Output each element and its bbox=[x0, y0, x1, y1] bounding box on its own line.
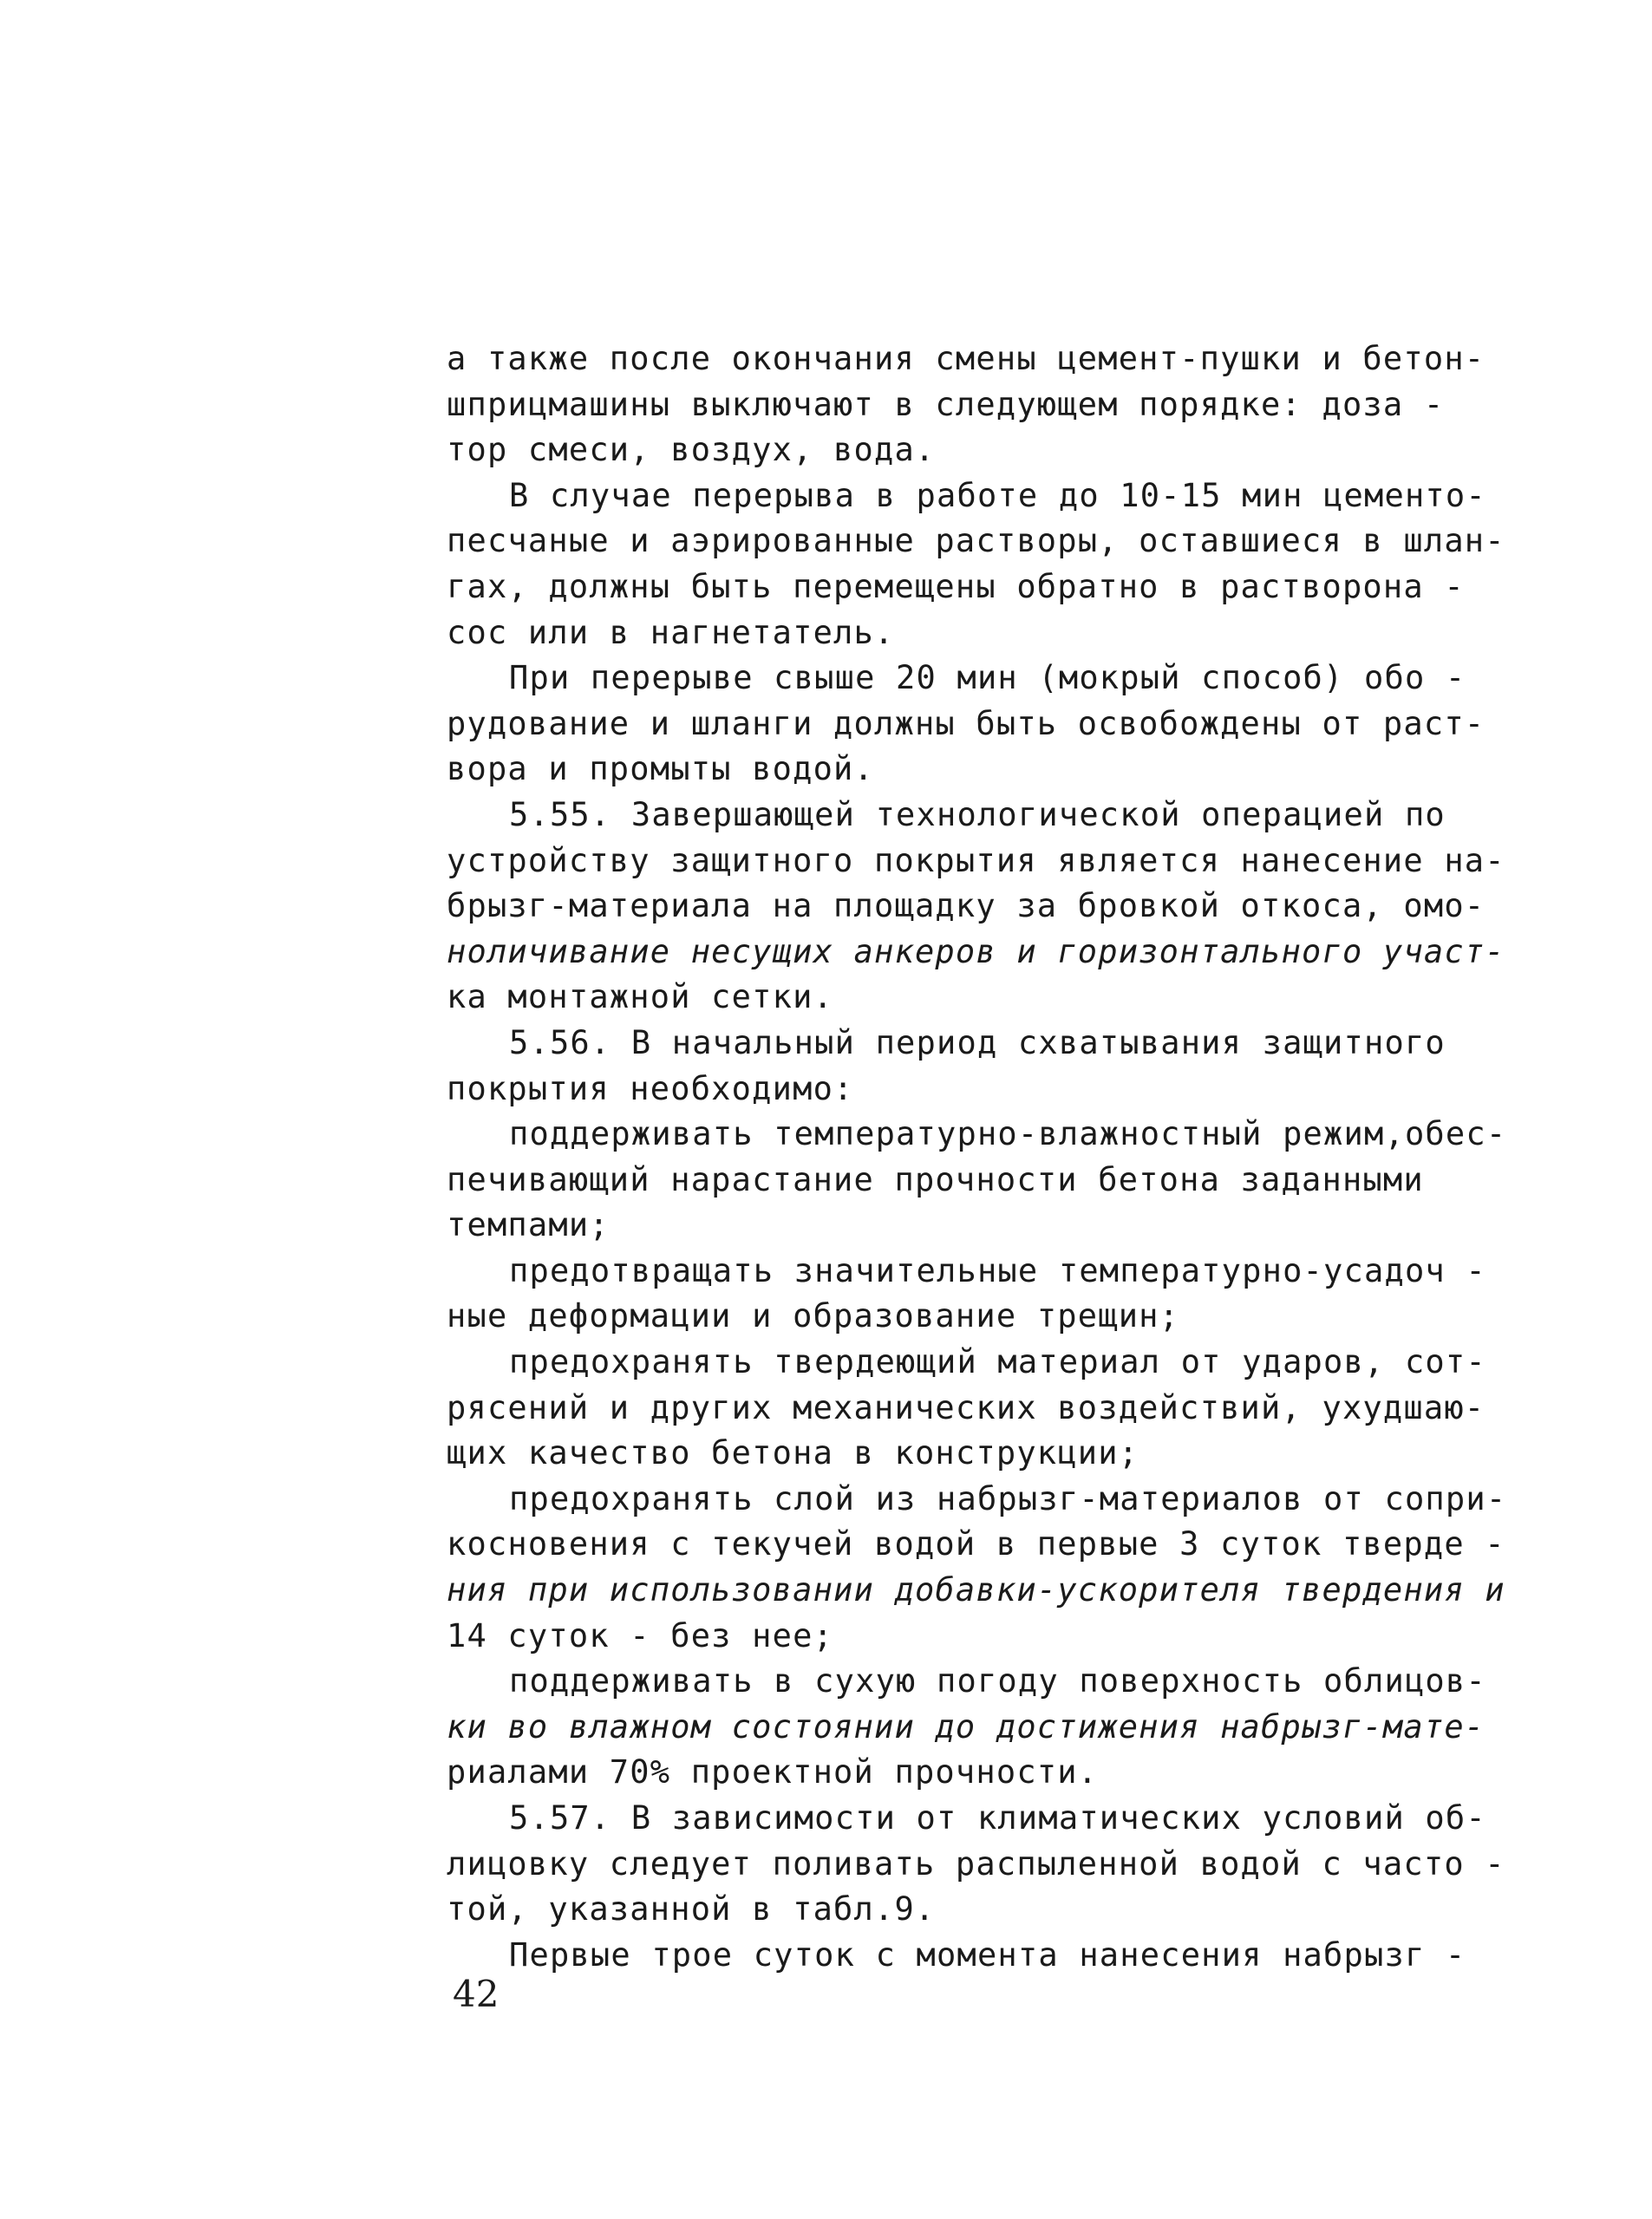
text-line: 5.56. В начальный период схватывания защитного bbox=[509, 1023, 1446, 1061]
text-line: тор смеси, воздух, вода. bbox=[447, 431, 936, 469]
text-line: ка монтажной сетки. bbox=[447, 978, 834, 1016]
text-line: брызг-материала на площадку за бровкой откоса, омо- bbox=[447, 887, 1485, 925]
text-line: 5.55. Завершающей технологической операцией по bbox=[509, 795, 1446, 833]
text-line: В случае перерыва в работе до 10-15 мин цементо- bbox=[509, 476, 1486, 514]
text-line: ки во влажном состоянии до достижения набрызг-мате- bbox=[447, 1707, 1485, 1746]
body-text bbox=[447, 336, 1565, 1978]
text-line: косновения с текучей водой в первые 3 суток тверде - bbox=[447, 1525, 1505, 1563]
text-line: той, указанной в табл.9. bbox=[447, 1890, 936, 1929]
text-line: 5.57. В зависимости от климатических условий об- bbox=[509, 1799, 1486, 1837]
text-line: поддерживать в сухую погоду поверхность облицов- bbox=[509, 1662, 1486, 1700]
page-number: 42 bbox=[453, 1973, 500, 2015]
text-line: 14 суток - без нее; bbox=[447, 1616, 834, 1654]
text-line: рясений и других механических воздействий, ухудшаю- bbox=[447, 1388, 1485, 1426]
text-line: вора и промыты водой. bbox=[447, 750, 874, 788]
text-line: шприцмашины выключают в следующем порядке: доза - bbox=[447, 385, 1445, 423]
text-line: риалами 70% проектной прочности. bbox=[447, 1753, 1099, 1792]
text-line: ноличивание несущих анкеров и горизонтального участ- bbox=[447, 932, 1505, 970]
text-line: сос или в нагнетатель. bbox=[447, 613, 895, 651]
text-line: устройству защитного покрытия является нанесение на- bbox=[447, 841, 1505, 879]
text-line: предохранять твердеющий материал от ударов, сот- bbox=[509, 1343, 1486, 1381]
text-line: ния при использовании добавки-ускорителя твердения и bbox=[447, 1571, 1505, 1609]
text-line: гах, должны быть перемещены обратно в растворона - bbox=[447, 567, 1465, 605]
text-line: лицовку следует поливать распыленной водой с часто - bbox=[447, 1844, 1505, 1883]
text-line: щих качество бетона в конструкции; bbox=[447, 1434, 1139, 1472]
text-line: ные деформации и образование трещин; bbox=[447, 1297, 1180, 1335]
text-line: Первые трое суток с момента нанесения набрызг - bbox=[509, 1935, 1466, 1974]
text-line: поддерживать температурно-влажностный режим,обес- bbox=[509, 1115, 1507, 1153]
text-line: рудование и шланги должны быть освобождены от раст- bbox=[447, 704, 1485, 742]
text-line: темпами; bbox=[447, 1206, 610, 1244]
text-line: а также после окончания смены цемент-пушки и бетон- bbox=[447, 340, 1485, 377]
text-line: песчаные и аэрированные растворы, оставшиеся в шлан- bbox=[447, 522, 1505, 560]
text-line: предохранять слой из набрызг-материалов от сопри- bbox=[509, 1479, 1507, 1517]
text-line: предотвращать значительные температурно-усадоч - bbox=[509, 1251, 1486, 1289]
text-line: При перерыве свыше 20 мин (мокрый способ) обо - bbox=[509, 659, 1466, 697]
text-line: печивающий нарастание прочности бетона заданными bbox=[447, 1160, 1424, 1198]
text-line: покрытия необходимо: bbox=[447, 1069, 854, 1107]
